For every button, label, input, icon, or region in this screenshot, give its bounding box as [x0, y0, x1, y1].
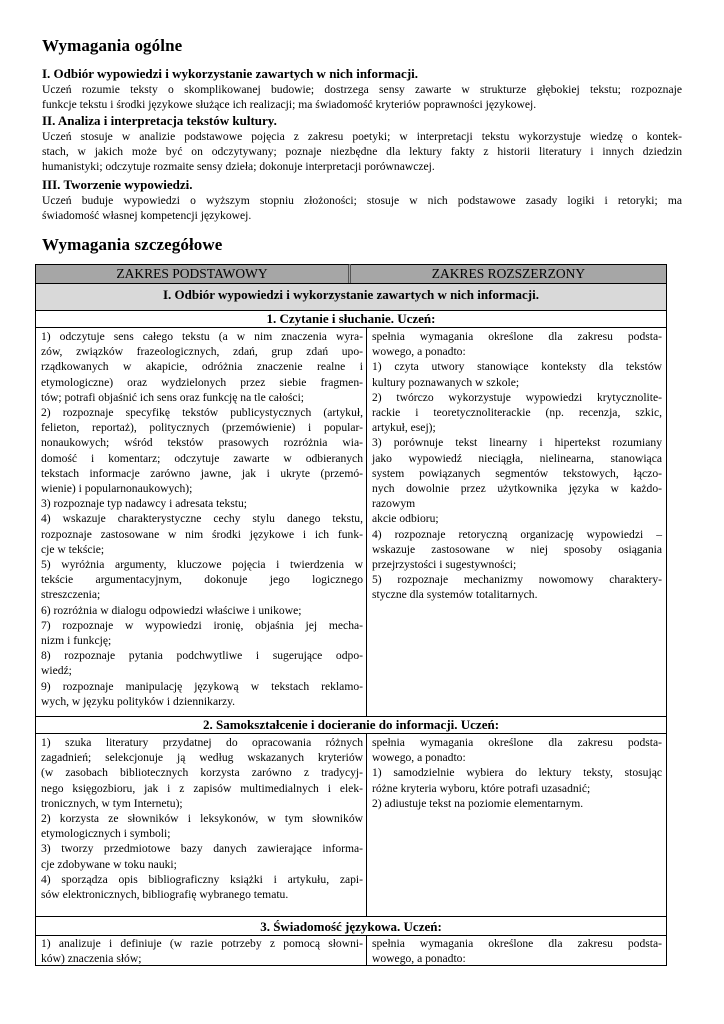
- block-3-basic-list: [41, 936, 363, 966]
- list-line: nonaukowych; wśród tekstów prasowych rozróżnia wia-: [41, 436, 363, 450]
- block-2-title: 2. Samokształcenie i docieranie do informacji. Uczeń:: [35, 716, 667, 733]
- list-line: tronicznych, w tym Internetu);: [41, 796, 183, 810]
- list-line: zów, związków frazeologicznych, zdań, grup zdań upo-: [41, 345, 363, 359]
- list-line: felieton, reportaż), politycznych (przemówienie) i popular-: [41, 421, 363, 435]
- list-line: 1) odczytuje sens całego tekstu (a w nim znaczenia wyra-: [41, 330, 363, 343]
- list-line: artykuł, esej);: [372, 421, 436, 435]
- column-header-basic: ZAKRES PODSTAWOWY: [35, 264, 351, 283]
- list-line: jako wypowiedź nieciągła, nielinearna, stanowiąca: [372, 451, 662, 465]
- list-line: 4) rozpoznaje retoryczną organizację wypowiedzi –: [372, 527, 662, 541]
- list-line: nego księgozbioru, jak i z zapisów multimedialnych i elek-: [41, 781, 363, 795]
- block-1-title: 1. Czytanie i słuchanie. Uczeń:: [35, 310, 667, 327]
- list-line: wowego, a ponadto:: [372, 345, 466, 359]
- list-line: (w zasobach bibliotecznych korzysta zarówno z tradycyj-: [41, 766, 363, 780]
- list-line: 3) tworzy przedmiotowe bazy danych zawierające informa-: [41, 842, 363, 856]
- list-line: razowym: [372, 497, 416, 511]
- list-line: różne kryteria wyboru, które potrafi uzasadnić;: [372, 781, 591, 795]
- list-line: etymologiczne) oraz wydzielonych przez siebie fragmen-: [41, 375, 363, 389]
- block-3-title: 3. Świadomość językowa. Uczeń:: [35, 916, 667, 935]
- list-line: wiedź;: [41, 664, 72, 678]
- list-line: nych dowolnie przez użytkownika języka w każdo-: [372, 482, 662, 496]
- table-bottom-border: [35, 965, 667, 966]
- list-line: rozpoznaje zastosowane w nim środki językowe i ich funk-: [41, 527, 363, 541]
- list-line: spełnia wymagania określone dla zakresu podsta-: [372, 736, 662, 749]
- block-3-extended-list: [372, 936, 662, 966]
- list-line: 3) porównuje tekst linearny i hipertekst rozumiany: [372, 436, 662, 450]
- requirements-table: [35, 264, 667, 966]
- list-line: wienie) i popularnonaukowych);: [41, 482, 193, 496]
- list-line: 2) korzysta ze słowników i leksykonów, w tym słowników: [41, 812, 363, 826]
- list-line: 7) rozpoznaje w wypowiedzi ironię, objaśnia jej mecha-: [41, 618, 363, 632]
- list-line: 4) wskazuje charakterystyczne cechy stylu danego tekstu,: [41, 512, 363, 526]
- list-line: 9) rozpoznaje manipulację językową w tekstach reklamo-: [41, 679, 363, 693]
- block-1-basic-cell: [35, 327, 367, 716]
- list-line: akcie odbioru;: [372, 512, 439, 526]
- block-2-basic-cell: [35, 733, 367, 916]
- list-line: wowego, a ponadto:: [372, 952, 466, 966]
- list-line: 1) analizuje i definiuje (w razie potrzeby z pomocą słowni-: [41, 937, 363, 950]
- text-line: stach, w jakich może być on odczytywany; poznaje niezbędne dla lektury fakty z historii literatury i innych dziedzin: [42, 145, 682, 158]
- section-2-title: II. Analiza i interpretacja tekstów kultury.: [42, 113, 277, 128]
- block-2-basic-list: [41, 735, 363, 902]
- list-line: 5) rozpoznaje mechanizmy nowomowy charaktery-: [372, 573, 662, 587]
- column-header-extended: ZAKRES ROZSZERZONY: [351, 264, 667, 283]
- list-line: przejrzystości i sugestywności;: [372, 558, 517, 572]
- list-line: 1) czyta utwory stanowiące konteksty dla tekstów: [372, 360, 662, 374]
- block-1-basic-list: [41, 329, 363, 709]
- list-line: 4) sporządza opis bibliograficzny książki i artykułu, zapi-: [41, 872, 363, 886]
- list-line: nizm i funkcję;: [41, 634, 112, 648]
- list-line: spełnia wymagania określone dla zakresu podsta-: [372, 937, 662, 950]
- list-line: wych, w języku polityków i dziennikarzy.: [41, 694, 236, 708]
- section-3-title: III. Tworzenie wypowiedzi.: [42, 177, 193, 192]
- detailed-requirements-heading: Wymagania szczegółowe: [42, 235, 223, 254]
- list-line: 1) szuka literatury przydatnej do opracowania różnych: [41, 736, 363, 749]
- text-line: świadomość własnej kompetencji językowej.: [42, 209, 252, 222]
- list-line: 8) rozpoznaje pytania podchwytliwe i sugerujące odpo-: [41, 649, 363, 663]
- list-line: 3) rozpoznaje typ nadawcy i adresata tekstu;: [41, 497, 248, 511]
- list-line: 5) wyróżnia argumenty, kluczowe pojęcia i twierdzenia w: [41, 558, 363, 572]
- text-line: Uczeń buduje wypowiedzi o wyższym stopniu złożoności; stosuje w nich podstawowe zasady logiki i retoryki; ma: [42, 194, 682, 207]
- section-1-text: [42, 82, 682, 112]
- text-line: humanistyki; odczytuje rozmaite sensy dzieła; dokonuje interpretacji porównawczej.: [42, 160, 435, 173]
- list-line: spełnia wymagania określone dla zakresu podsta-: [372, 330, 662, 343]
- text-line: funkcje tekstu i środki językowe służące ich realizacji; ma świadomość kryteriów poprawności językowej.: [42, 98, 537, 111]
- section-3-text: [42, 193, 682, 223]
- block-2-extended-list: [372, 735, 662, 811]
- list-line: sów elektronicznych, bibliografię wybranego tematu.: [41, 888, 289, 902]
- list-line: 6) rozróżnia w dialogu odpowiedzi właściwe i unikowe;: [41, 603, 302, 617]
- list-line: styczne dla systemów totalitarnych.: [372, 588, 538, 602]
- text-line: Uczeń stosuje w analizie podstawowe pojęcia z zakresu poetyki; w interpretacji tekstu wykorzystuje wiedzę o kontek-: [42, 130, 682, 143]
- list-line: wskazuje zastosowane w niej sposoby osiągania: [372, 542, 662, 556]
- section-band-title: I. Odbiór wypowiedzi i wykorzystanie zawartych w nich informacji.: [35, 283, 667, 310]
- list-line: streszczenia;: [41, 588, 101, 602]
- section-1-title: I. Odbiór wypowiedzi i wykorzystanie zawartych w nich informacji.: [42, 66, 419, 81]
- block-1-extended-list: [372, 329, 662, 603]
- list-line: kultury poznawanych w szkole;: [372, 375, 520, 389]
- block-3-basic-cell: [35, 935, 367, 966]
- list-line: cje w tekście;: [41, 542, 105, 556]
- list-line: tekście argumentacyjnym, dokonuje jego logicznego: [41, 573, 363, 587]
- list-line: ków) znaczenia słów;: [41, 952, 142, 966]
- list-line: tów; potrafi objaśnić ich sens oraz funkcję na tle całości;: [41, 390, 305, 404]
- list-line: domość i komentarz; odczytuje zawarte w odbieranych: [41, 451, 363, 465]
- block-3-extended-cell: [366, 935, 667, 966]
- list-line: 2) twórczo wykorzystuje wypowiedzi krytycznolite-: [372, 390, 662, 404]
- block-2-extended-cell: [366, 733, 667, 916]
- list-line: cje zdobywane w toku nauki;: [41, 857, 177, 871]
- list-line: etymologicznych i symboli;: [41, 827, 171, 841]
- list-line: zagadnień; selekcjonuje ją według wskazanych kryteriów: [41, 751, 363, 765]
- list-line: 2) adiustuje tekst na poziomie elementarnym.: [372, 796, 584, 810]
- list-line: system powiązanych segmentów tekstowych, łączo-: [372, 466, 662, 480]
- list-line: 2) rozpoznaje specyfikę tekstów publicystycznych (artykuł,: [41, 406, 363, 420]
- list-line: rackie i teoretycznoliterackie (np. recenzja, szkic,: [372, 406, 662, 420]
- text-line: Uczeń rozumie teksty o skomplikowanej budowie; dostrzega sensy zawarte w strukturze głębokiej tekstu; rozpoznaje: [42, 83, 682, 96]
- list-line: wowego, a ponadto:: [372, 751, 466, 765]
- list-line: tekstach informacje zarówno jawne, jak i ukryte (przemó-: [41, 466, 363, 480]
- list-line: 1) samodzielnie wybiera do lektury teksty, stosując: [372, 766, 662, 780]
- list-line: rządkowanych w akapicie, odróżnia znaczenie realne i: [41, 360, 363, 374]
- block-1-extended-cell: [366, 327, 667, 716]
- general-requirements-heading: Wymagania ogólne: [42, 36, 183, 55]
- section-2-text: [42, 129, 682, 174]
